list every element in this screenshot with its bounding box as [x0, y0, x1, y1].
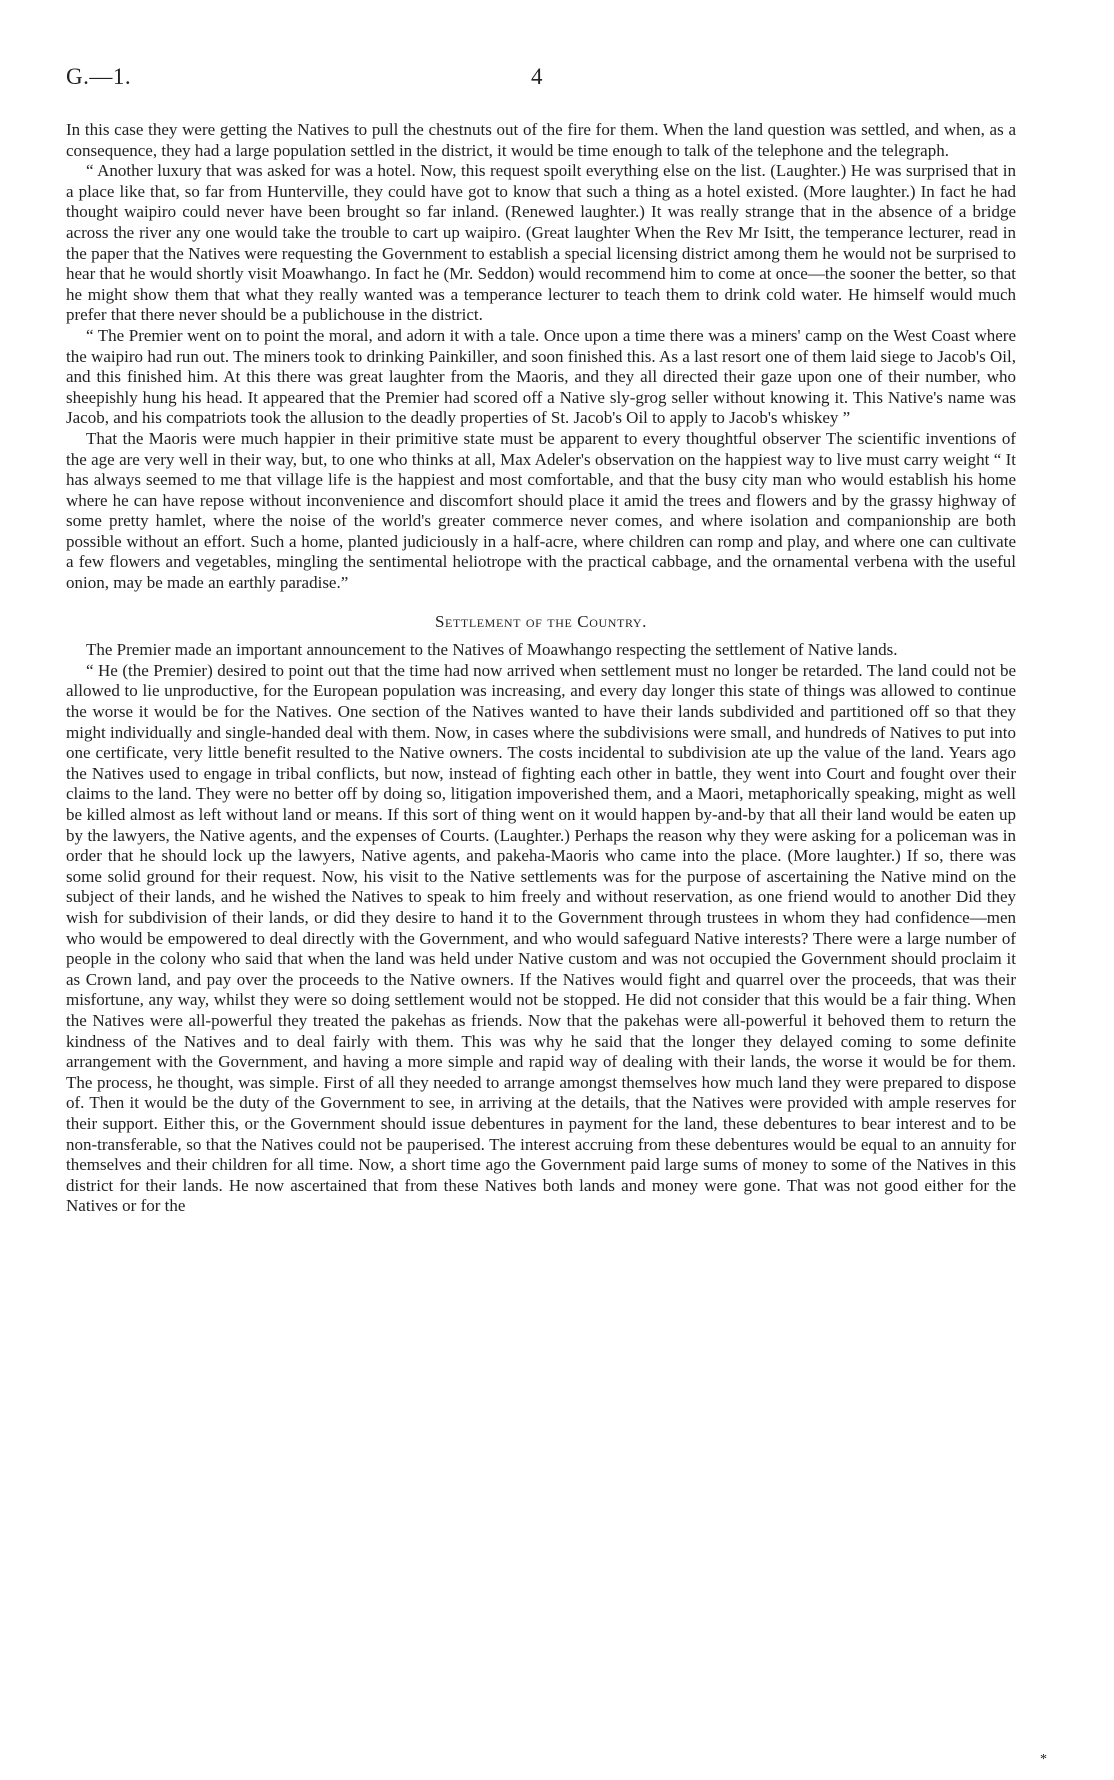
paragraph: That the Maoris were much happier in their primitive state must be apparent to every thoughtful observer The scientific inventions of the age are very well in their way, but, to one who thinks at all, Max Adeler's observation on the happiest way to live must carry weight “ It has always seemed to me that village life is the happiest and most comfortable, and that the busy city man who would establish his home where he can have repose without inconvenience and discomfort should place it amid the trees and flowers and by the grassy highway of some pretty hamlet, where the noise of the world's greater commerce never comes, and where isolation and companionship are both possible without an effort. Such a home, planted judiciously in a half-acre, where children can romp and play, and where one can cultivate a few flowers and vegetables, mingling the sentimental heliotrope with the practical cabbage, and the ornamental verbena with the useful onion, may be made an earthly paradise.” [66, 428, 1016, 593]
body-text [66, 120, 1016, 1217]
paragraph: “ He (the Premier) desired to point out that the time had now arrived when settlement must no longer be retarded. The land could not be allowed to lie unproductive, for the European population was increasing, and every day longer this state of things was allowed to continue the worse it would be for the Natives. One section of the Natives wanted to have their lands subdivided and partitioned off so that they might individually and single-handed deal with them. Now, in cases where the subdivisions were small, and hundreds of Natives to put into one certificate, very little benefit resulted to the Native owners. The costs incidental to subdivision ate up the value of the land. Years ago the Natives used to engage in tribal conflicts, but now, instead of fighting each other in battle, they went into Court and fought over their claims to the land. They were no better off by doing so, litigation impoverished them, and a Maori, metaphorically speaking, might as well be killed almost as left without land or means. If this sort of thing went on it would happen by-and-by that all their land would be eaten up by the lawyers, the Native agents, and the expenses of Courts. (Laughter.) Perhaps the reason why they were asking for a policeman was in order that he should lock up the lawyers, Native agents, and pakeha-Maoris who came into the place. (More laughter.) If so, there was some solid ground for their request. Now, his visit to the Native settlements was for the purpose of ascertaining the Native mind on the subject of their lands, and he wished the Natives to speak to him freely and without reservation, as one friend would to another Did they wish for subdivision of their lands, or did they desire to hand it to the Government through trustees in whom they had confidence—men who would be empowered to deal directly with the Government, and who would safeguard Native interests? There were a large number of people in the colony who said that when the land was held under Native custom and was not occupied the Government should proclaim it as Crown land, and pay over the proceeds to the Native owners. If the Natives would fight and quarrel over the proceeds, that was their misfortune, any way, whilst they were so doing settlement would not be stopped. He did not consider that this would be a fair thing. When the Natives were all-powerful they treated the pakehas as friends. Now that the pakehas were all-powerful it behoved them to return the kindness of the Natives and to deal fairly with them. This was why he said that the longer they delayed coming to some definite arrangement with the Government, and having a more simple and rapid way of dealing with their lands, the worse it would be for them. The process, he thought, was simple. First of all they needed to arrange amongst themselves how much land they were prepared to dispose of. Then it would be the duty of the Government to see, in arriving at the details, that the Natives were provided with ample reserves for their support. Either this, or the Government should issue debentures in payment for the land, these debentures to bear interest and to be non-transferable, so that the Natives could not be pauperised. The interest accruing from these debentures would be equal to an annuity for themselves and their children for all time. Now, a short time ago the Government paid large sums of money to some of the Natives in this district for their lands. He now ascertained that from these Natives both lands and money were gone. That was not good either for the Natives or for the [66, 660, 1016, 1216]
page-number: 4 [531, 64, 543, 89]
paragraph: “ The Premier went on to point the moral, and adorn it with a tale. Once upon a time there was a miners' camp on the West Coast where the waipiro had run out. The miners took to drinking Painkiller, and soon finished this. As a last resort one of them laid siege to Jacob's Oil, and this finished him. At this there was great laughter from the Maoris, and they all directed their gaze upon one of their number, who sheepishly hung his head. It appeared that the Premier had scored off a Native sly-grog seller without knowing it. This Native's name was Jacob, and his compatriots took the allusion to the deadly properties of St. Jacob's Oil to apply to Jacob's whiskey ” [66, 325, 1016, 428]
footer-marker: * [1040, 1752, 1047, 1767]
paragraph: “ Another luxury that was asked for was a hotel. Now, this request spoilt everything else on the list. (Laughter.) He was surprised that in a place like that, so far from Hunterville, they could have got to know that such a thing as a hotel existed. (More laughter.) In fact he had thought waipiro could never have been brought so far inland. (Renewed laughter.) It was really strange that in the absence of a bridge across the river any one would take the trouble to cart up waipiro. (Great laughter When the Rev Mr Isitt, the temperance lecturer, read in the paper that the Natives were requesting the Government to establish a special licensing district among them he would not be surprised to hear that he would shortly visit Moawhango. In fact he (Mr. Seddon) would recommend him to come at once—the sooner the better, so that he might show them that what they really wanted was a temperance lecturer to teach them to drink cold water. He himself would much prefer that there never should be a publichouse in the district. [66, 161, 1016, 325]
page-header [66, 64, 1006, 94]
paragraph: The Premier made an important announcement to the Natives of Moawhango respecting the settlement of Native lands. [86, 640, 898, 660]
document-reference: G.—1. [66, 64, 132, 89]
paragraph: In this case they were getting the Natives to pull the chestnuts out of the fire for them. When the land question was settled, and when, as a consequence, they had a large population settled in the district, it would be time enough to talk of the telephone and the telegraph. [66, 120, 1016, 160]
section-heading: Settlement of the Country. [434, 611, 648, 631]
